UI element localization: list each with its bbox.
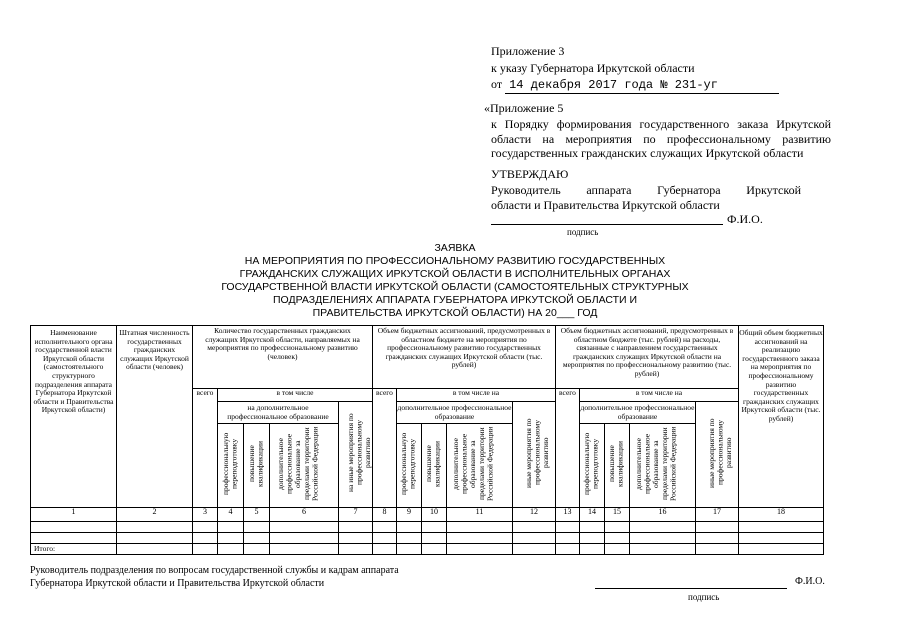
retrain-header-3 — [580, 424, 605, 508]
appendix-decree: к указу Губернатора Иркутской области — [491, 61, 695, 75]
title-line4: ГОСУДАРСТВЕННОЙ ВЛАСТИ ИРКУТСКОЙ ОБЛАСТИ (САМОСТОЯТЕЛЬНЫХ СТРУКТУРНЫХ — [221, 281, 689, 293]
footer-line1: Руководитель подразделения по вопросам государственной службы и кадрам аппарата — [30, 565, 399, 576]
document-title — [120, 242, 790, 320]
col-number: 15 — [605, 508, 630, 522]
approve-fio: Ф.И.О. — [727, 212, 763, 226]
col-number: 14 — [580, 508, 605, 522]
col-number: 9 — [397, 508, 422, 522]
abroad-header-3 — [630, 424, 696, 508]
other-label-1: на иные мероприятия по профессиональному развитию — [345, 413, 372, 493]
col-number: 6 — [270, 508, 339, 522]
total-header-1: всего — [193, 389, 218, 508]
title-line3: ГРАЖДАНСКИХ СЛУЖАЩИХ ИРКУТСКОЙ ОБЛАСТИ В ИСПОЛНИТЕЛЬНЫХ ОРГАНАХ — [239, 268, 671, 280]
abroad-label-2: дополнительное профессиональное образование за пределами территории Российской Федерации — [451, 427, 495, 502]
retrain-label-1: профессиональную переподготовку — [220, 433, 239, 496]
request-table — [30, 325, 824, 555]
approve-word: УТВЕРЖДАЮ — [491, 167, 569, 181]
title-line5: ПОДРАЗДЕЛЕНИЯХ АППАРАТА ГУБЕРНАТОРА ИРКУТСКОЙ ОБЛАСТИ И — [272, 294, 638, 306]
col-number: 7 — [339, 508, 373, 522]
qualif-label-3: повышение квалификации — [607, 441, 625, 488]
total-header-3: всего — [556, 389, 580, 508]
other-label-3: иные мероприятия по профессиональному развитию — [707, 418, 734, 488]
qualif-label-1: повышение квалификации — [246, 441, 265, 488]
approve-line1: Руководитель аппарата Губернатора Иркутской — [491, 183, 801, 197]
retrain-label-3: профессиональную переподготовку — [582, 433, 600, 496]
column-numbers-row — [31, 508, 824, 522]
qualif-header-2 — [422, 424, 447, 508]
title-line1: ЗАЯВКА — [434, 242, 476, 254]
incl-header-3: в том числе на — [580, 389, 739, 402]
col-number: 1 — [31, 508, 117, 522]
retrain-label-2: профессиональную переподготовку — [399, 433, 417, 496]
approve-line2: области и Правительства Иркутской области — [491, 198, 720, 212]
appendix-date-line — [491, 77, 791, 94]
footer-fio: Ф.И.О. — [795, 576, 825, 587]
col-staff-header: Штатная численность государственных гражданских служащих Иркутской области (человек) — [117, 326, 193, 508]
title-line6: ПРАВИТЕЛЬСТВА ИРКУТСКОЙ ОБЛАСТИ) НА 20___ ГОД — [312, 307, 598, 319]
appendix-title: Приложение 3 — [491, 44, 565, 58]
abroad-header-2 — [447, 424, 513, 508]
appendix-date-number: 14 декабря 2017 года № 231-уг — [505, 78, 779, 94]
incl-header-2: в том числе на — [397, 389, 556, 402]
group-count-header: Количество государственных гражданских служащих Иркутской области, направляемых на мероприятия по профессиональному развитию (человек) — [193, 326, 373, 389]
addedu-header-2: дополнительное профессиональное образование — [397, 402, 513, 424]
qualif-header-1 — [244, 424, 270, 508]
col-number: 3 — [193, 508, 218, 522]
footer-signature-caption: подпись — [688, 592, 720, 602]
col-number: 12 — [513, 508, 556, 522]
other-header-3 — [696, 402, 739, 508]
incl-header-1: в том числе — [218, 389, 373, 402]
footer-signature-line — [595, 588, 787, 589]
total-header-2: всего — [373, 389, 397, 508]
col-number: 8 — [373, 508, 397, 522]
qualif-label-2: повышение квалификации — [424, 441, 442, 488]
col-number: 4 — [218, 508, 244, 522]
addedu-header-3: дополнительное профессиональное образование — [580, 402, 696, 424]
appendix5-title: «Приложение 5 — [484, 101, 564, 115]
retrain-header-1 — [218, 424, 244, 508]
other-header-1 — [339, 402, 373, 508]
col-number: 17 — [696, 508, 739, 522]
retrain-header-2 — [397, 424, 422, 508]
table-row — [31, 522, 824, 533]
group-expense-header: Объем бюджетных ассигнований, предусмотренных в областном бюджете (тыс. рублей) на расходы, связанные с направлением государственных гражданских служащих Иркутской области на мероприятия по профессиональному развитию (тыс. рублей) — [556, 326, 739, 389]
addedu-header-1: на дополнительное профессиональное образование — [218, 402, 339, 424]
appendix5-line3: государственных гражданских служащих Иркутской области — [491, 146, 804, 160]
appendix5-line2: области на мероприятия по профессиональному развитию — [491, 132, 831, 146]
total-row — [31, 544, 824, 555]
footer-line2: Губернатора Иркутской области и Правительства Иркутской области — [30, 578, 325, 589]
col-number: 13 — [556, 508, 580, 522]
abroad-header-1 — [270, 424, 339, 508]
title-line2: НА МЕРОПРИЯТИЯ ПО ПРОФЕССИОНАЛЬНОМУ РАЗВИТИЮ ГОСУДАРСТВЕННЫХ — [244, 255, 666, 267]
appendix-from: от — [491, 77, 503, 91]
abroad-label-1: дополнительное профессиональное образование за пределами территории Российской Федерации — [275, 427, 319, 502]
col-org-name-header: Наименование исполнительного органа государственной власти Иркутской области (самостоятельного структурного подразделения аппарата Губернатора Иркутской области и Правительства Иркутской области) — [31, 326, 117, 508]
col-number: 18 — [739, 508, 824, 522]
col-number: 5 — [244, 508, 270, 522]
col-number: 11 — [447, 508, 513, 522]
col-number: 10 — [422, 508, 447, 522]
col-total-budget-header: Общий объем бюджетных ассигнований на реализацию государственного заказа на мероприятия по профессиональному развитию государственных гражданских служащих Иркутской области (тыс. рублей) — [739, 326, 824, 508]
group-budget-header: Объем бюджетных ассигнований, предусмотренных в областном бюджете на мероприятия по профессиональному развитию государственных гражданских служащих Иркутской области (тыс. рублей) — [373, 326, 556, 389]
qualif-header-3 — [605, 424, 630, 508]
abroad-label-3: дополнительное профессиональное образование за пределами территории Российской Федерации — [634, 427, 678, 502]
approve-signature-caption: подпись — [567, 227, 599, 237]
col-number: 2 — [117, 508, 193, 522]
approve-signature-line — [491, 224, 723, 225]
other-label-2: иные мероприятия по профессиональному развитию — [524, 418, 551, 488]
col-number: 16 — [630, 508, 696, 522]
other-header-2 — [513, 402, 556, 508]
table-row — [31, 533, 824, 544]
total-row-label: Итого: — [31, 544, 117, 555]
appendix5-line1: к Порядку формирования государственного заказа Иркутской — [491, 117, 831, 131]
